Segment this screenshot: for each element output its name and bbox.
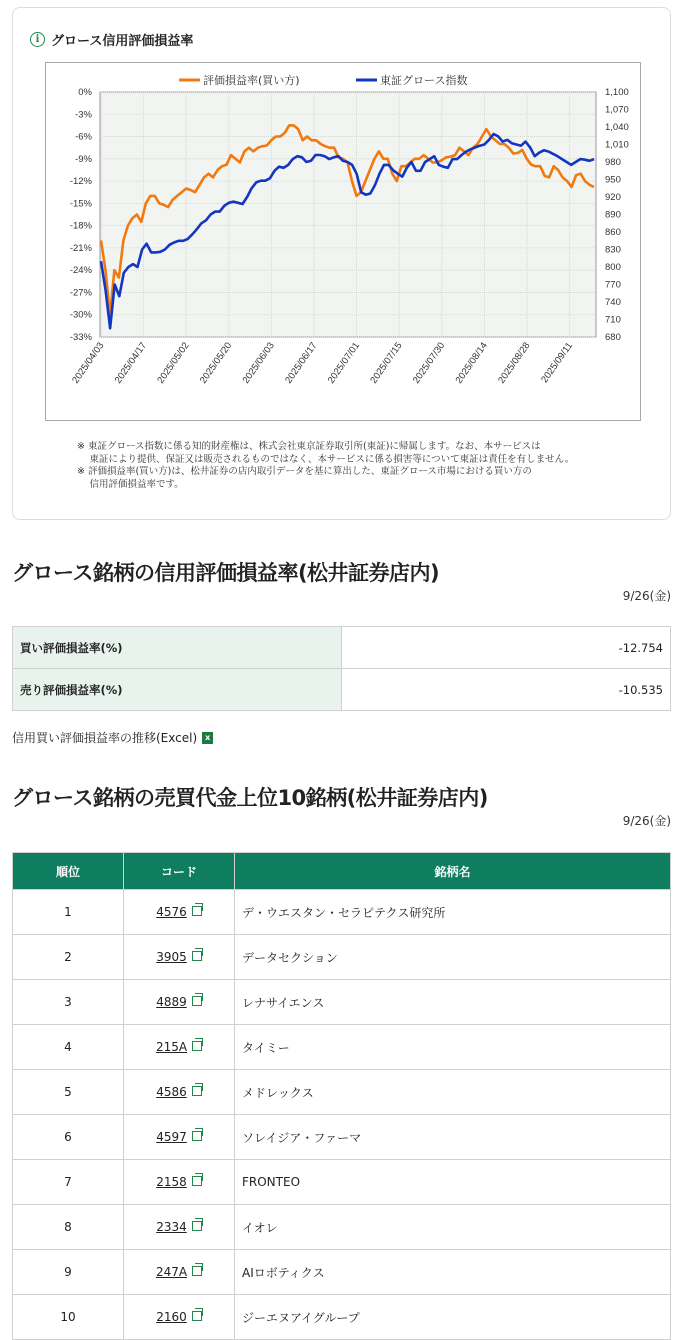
code-cell <box>124 1160 235 1205</box>
y-right-tick-label: 890 <box>605 209 621 221</box>
ranking-date: 9/26(金) <box>622 814 671 828</box>
note-line: ※ 東証グロース指数に係る知的財産権は、株式会社東京証券取引所(東証)に帰属します。なお、本サービスは <box>77 441 541 452</box>
rank-cell: 9 <box>13 1250 124 1295</box>
y-left-tick-label: -9% <box>75 153 92 165</box>
x-tick-label: 2025/07/15 <box>368 340 405 386</box>
y-left-tick-label: -27% <box>69 287 92 299</box>
legend-label: 評価損益率(買い方) <box>203 74 300 87</box>
rates-table <box>12 626 671 711</box>
stock-code-link[interactable]: 4586 <box>156 1085 187 1099</box>
chart-notes <box>77 441 574 491</box>
stock-name-cell: レナサイエンス <box>235 980 671 1025</box>
code-cell <box>124 1250 235 1295</box>
rates-row-sell <box>13 669 671 711</box>
x-tick-label: 2025/08/14 <box>453 340 490 386</box>
y-left-tick-label: -3% <box>75 109 92 121</box>
code-cell <box>124 980 235 1025</box>
section-title-ranking: グロース銘柄の売買代金上位10銘柄(松井証券店内) <box>12 786 488 810</box>
y-left-tick-label: -21% <box>69 242 92 254</box>
y-right-tick-label: 1,040 <box>605 122 629 133</box>
stock-name-cell: デ・ウエスタン・セラピテクス研究所 <box>235 890 671 935</box>
y-right-tick-label: 860 <box>605 227 621 238</box>
rates-row-buy <box>13 627 671 669</box>
x-tick-label: 2025/04/17 <box>112 340 150 386</box>
x-tick-label: 2025/05/20 <box>197 340 235 386</box>
x-tick-label: 2025/09/11 <box>539 340 576 386</box>
rank-cell: 8 <box>13 1205 124 1250</box>
x-tick-label: 2025/04/03 <box>70 340 107 386</box>
rank-cell: 5 <box>13 1070 124 1115</box>
code-cell <box>124 935 235 980</box>
table-row <box>13 1205 671 1250</box>
plot-area <box>100 92 596 337</box>
table-row <box>13 1070 671 1115</box>
y-left-tick-label: -30% <box>69 309 92 321</box>
rank-cell: 10 <box>13 1295 124 1340</box>
table-row <box>13 890 671 935</box>
x-tick-label: 2025/06/03 <box>240 340 277 386</box>
table-row <box>13 980 671 1025</box>
info-icon: i <box>30 32 45 47</box>
note-line: ※ 評価損益率(買い方)は、松井証券の店内取引データを基に算出した、東証グロース市場における買い方の <box>77 466 532 477</box>
y-right-tick-label: 830 <box>605 244 621 256</box>
copy-icon[interactable] <box>192 1086 202 1096</box>
stock-name-cell: データセクション <box>235 935 671 980</box>
section-title-rates: グロース銘柄の信用評価損益率(松井証券店内) <box>12 561 440 585</box>
header-code: コード <box>124 853 235 890</box>
stock-name-cell: メドレックス <box>235 1070 671 1115</box>
rates-date: 9/26(金) <box>622 589 671 603</box>
stock-name-cell: AIロボティクス <box>235 1250 671 1295</box>
x-tick-label: 2025/07/01 <box>325 340 363 386</box>
stock-code-link[interactable]: 215A <box>155 1040 188 1054</box>
x-tick-label: 2025/07/30 <box>410 340 448 386</box>
excel-download-link[interactable] <box>12 729 213 746</box>
table-row <box>13 1160 671 1205</box>
y-right-tick-label: 1,010 <box>605 139 629 151</box>
note-line: 信用評価損益率です。 <box>77 478 184 490</box>
code-cell <box>124 890 235 935</box>
y-right-tick-label: 770 <box>605 279 621 291</box>
code-cell <box>124 1205 235 1250</box>
stock-name-cell: FRONTEO <box>235 1160 671 1205</box>
rank-cell: 3 <box>13 980 124 1025</box>
y-left-tick-label: -33% <box>69 332 92 343</box>
y-right-tick-label: 1,070 <box>605 104 629 116</box>
stock-code-link[interactable]: 4576 <box>156 905 187 919</box>
y-right-tick-label: 740 <box>605 297 621 308</box>
table-row <box>13 1115 671 1160</box>
rank-cell: 6 <box>13 1115 124 1160</box>
chart-card-title <box>30 30 193 49</box>
rank-cell: 2 <box>13 935 124 980</box>
ranking-header-row <box>13 853 671 890</box>
copy-icon[interactable] <box>192 1266 202 1276</box>
table-row <box>13 1025 671 1070</box>
stock-name-cell: ソレイジア・ファーマ <box>235 1115 671 1160</box>
y-left-tick-label: -6% <box>75 131 92 143</box>
header-name: 銘柄名 <box>235 853 671 890</box>
stock-code-link[interactable]: 2158 <box>156 1175 187 1189</box>
rank-cell: 4 <box>13 1025 124 1070</box>
table-row <box>13 1295 671 1340</box>
x-tick-label: 2025/05/02 <box>155 340 192 386</box>
stock-code-link[interactable]: 247A <box>155 1265 188 1279</box>
sell-rate-label: 売り評価損益率(%) <box>13 669 342 711</box>
y-right-tick-label: 1,100 <box>605 87 629 98</box>
code-cell <box>124 1025 235 1070</box>
buy-rate-value: -12.754 <box>342 627 671 669</box>
x-tick-label: 2025/06/17 <box>283 340 320 386</box>
y-right-tick-label: 950 <box>605 174 621 186</box>
copy-icon[interactable] <box>192 1041 202 1051</box>
code-cell <box>124 1295 235 1340</box>
code-cell <box>124 1115 235 1160</box>
copy-icon[interactable] <box>192 1131 202 1141</box>
y-left-tick-label: -24% <box>69 265 92 277</box>
y-right-tick-label: 980 <box>605 157 621 168</box>
stock-name-cell: イオレ <box>235 1205 671 1250</box>
rank-cell: 7 <box>13 1160 124 1205</box>
note-line: 東証により提供、保証又は販売されるものではなく、本サービスに係る損害等について東証は責任を有しません。 <box>77 453 575 465</box>
y-right-tick-label: 710 <box>605 314 621 326</box>
stock-name-cell: ジーエヌアイグループ <box>235 1295 671 1340</box>
y-right-tick-label: 680 <box>605 332 621 343</box>
stock-name-cell: タイミー <box>235 1025 671 1070</box>
rank-cell: 1 <box>13 890 124 935</box>
copy-icon[interactable] <box>192 1221 202 1231</box>
stock-code-link[interactable]: 2160 <box>156 1310 187 1324</box>
copy-icon[interactable] <box>192 1311 202 1321</box>
chart-svg <box>46 63 640 420</box>
copy-icon[interactable] <box>192 906 202 916</box>
stock-code-link[interactable]: 4597 <box>156 1130 187 1144</box>
y-left-tick-label: -15% <box>69 198 92 210</box>
y-left-tick-label: -12% <box>69 176 92 188</box>
stock-code-link[interactable]: 3905 <box>156 950 187 964</box>
ranking-table <box>12 852 671 1340</box>
copy-icon[interactable] <box>192 996 202 1006</box>
table-row <box>13 935 671 980</box>
stock-code-link[interactable]: 4889 <box>156 995 187 1009</box>
chart-card-title-text: グロース信用評価損益率 <box>51 34 194 49</box>
excel-icon: x <box>202 732 213 744</box>
excel-link-text: 信用買い評価損益率の推移(Excel) <box>12 731 198 745</box>
y-right-tick-label: 800 <box>605 262 621 273</box>
code-cell <box>124 1070 235 1115</box>
sell-rate-value: -10.535 <box>342 669 671 711</box>
header-rank: 順位 <box>13 853 124 890</box>
buy-rate-label: 買い評価損益率(%) <box>13 627 342 669</box>
y-right-tick-label: 920 <box>605 192 621 203</box>
stock-code-link[interactable]: 2334 <box>156 1220 187 1234</box>
x-tick-label: 2025/08/28 <box>496 340 533 386</box>
copy-icon[interactable] <box>192 951 202 961</box>
chart-card <box>12 7 671 520</box>
legend-label: 東証グロース指数 <box>380 74 468 87</box>
y-left-tick-label: -18% <box>69 220 92 232</box>
table-row <box>13 1250 671 1295</box>
y-left-tick-label: 0% <box>78 87 92 98</box>
copy-icon[interactable] <box>192 1176 202 1186</box>
line-chart <box>45 62 641 421</box>
